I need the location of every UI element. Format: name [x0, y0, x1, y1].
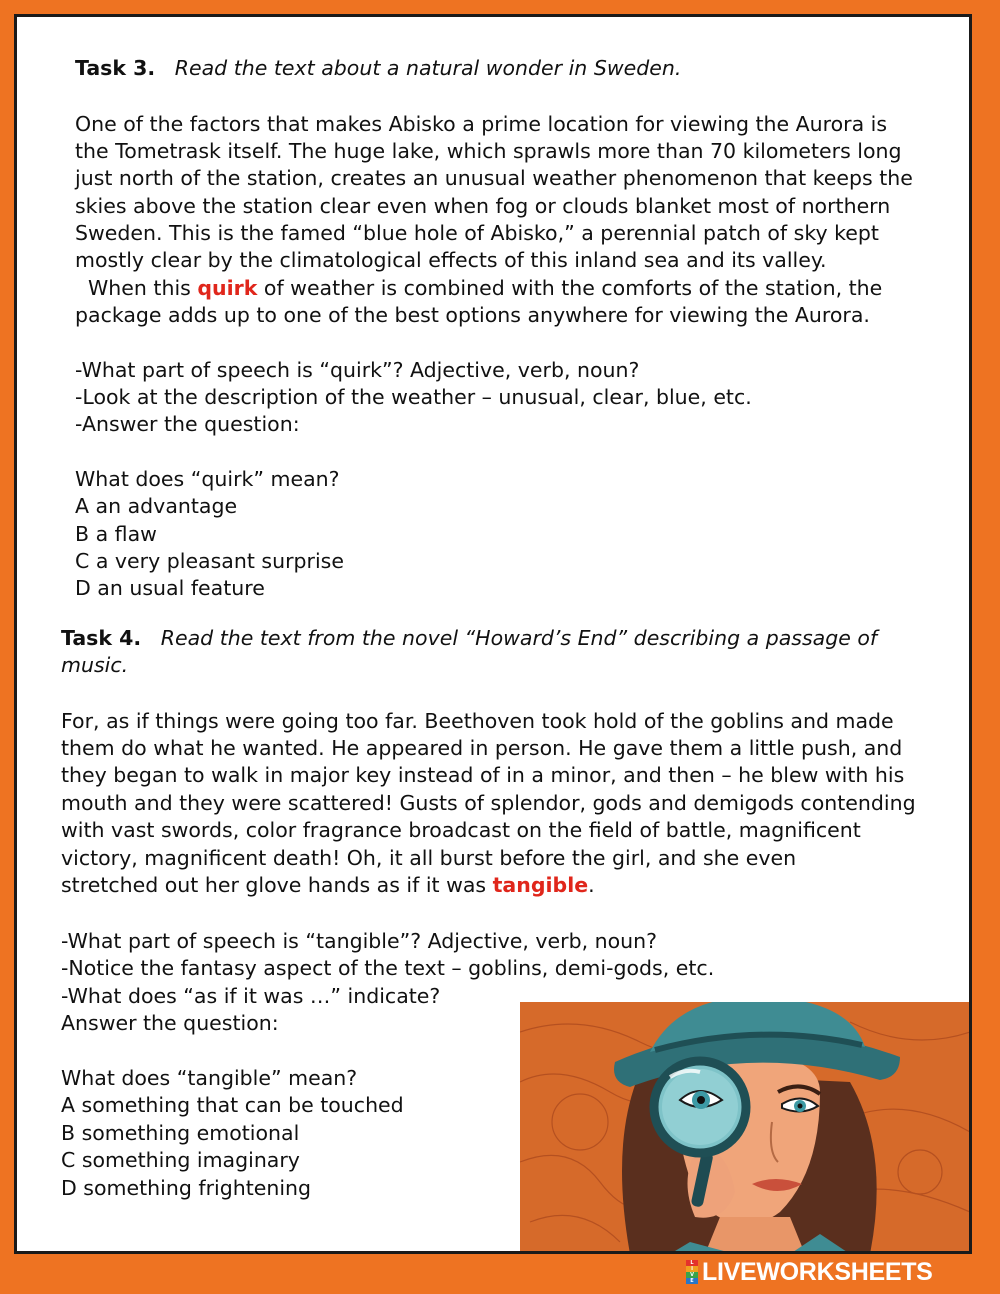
task3-passage-line: skies above the station clear even when fog or clouds blanket most of northern — [75, 194, 891, 218]
logo-letter: E — [686, 1278, 698, 1284]
task4-passage-line: For, as if things were going too far. Beethoven took hold of the goblins and made — [61, 709, 894, 733]
task3-passage-line: mostly clear by the climatological effects of this inland sea and its valley. — [75, 248, 827, 272]
task3-option-d[interactable]: D an usual feature — [75, 576, 265, 600]
logo-letter: I — [686, 1266, 698, 1272]
task3-question: What does “quirk” mean? — [75, 467, 340, 491]
logo-letter: L — [686, 1260, 698, 1266]
task3-passage-line: just north of the station, creates an unusual weather phenomenon that keeps the — [75, 166, 913, 190]
task4-question: What does “tangible” mean? — [61, 1066, 358, 1090]
logo-letter: V — [686, 1272, 698, 1278]
task4-passage-line: they began to walk in major key instead of in a minor, and then – he blew with his — [61, 763, 905, 787]
task3-heading — [75, 55, 681, 82]
task3-option-c[interactable]: C a very pleasant surprise — [75, 549, 344, 573]
task4-label: Task 4. — [61, 626, 142, 650]
worksheet-page — [14, 14, 972, 1254]
task3-passage-line: package adds up to one of the best options anywhere for viewing the Aurora. — [75, 303, 870, 327]
task3-passage-line: One of the factors that makes Abisko a prime location for viewing the Aurora is — [75, 112, 888, 136]
task3-text-fragment: of weather is combined with the comforts of the station, the — [257, 276, 883, 300]
task3-passage-line: the Tometrask itself. The huge lake, which sprawls more than 70 kilometers long — [75, 139, 902, 163]
task3-hint: -Answer the question: — [75, 412, 300, 436]
task4-option-d[interactable]: D something frightening — [61, 1176, 312, 1200]
task4-instruction-cont: music. — [61, 653, 129, 677]
task4-option-b[interactable]: B something emotional — [61, 1121, 300, 1145]
task4-passage-line: them do what he wanted. He appeared in person. He gave them a little push, and — [61, 736, 903, 760]
task4-hint: -What does “as if it was …” indicate? — [61, 984, 441, 1008]
task3-hint: -What part of speech is “quirk”? Adjective, verb, noun? — [75, 358, 640, 382]
detective-illustration — [520, 1002, 970, 1254]
keyword-tangible: tangible — [492, 873, 589, 897]
task4-text-fragment: stretched out her glove hands as if it was — [61, 873, 493, 897]
task3-label: Task 3. — [75, 56, 156, 80]
task4-text-fragment: . — [588, 873, 595, 897]
task3-instruction: Read the text about a natural wonder in Sweden. — [174, 56, 682, 80]
liveworksheets-wordmark: LIVEWORKSHEETS — [702, 1257, 933, 1286]
task4-heading — [61, 625, 877, 652]
task3-option-a[interactable]: A an advantage — [75, 494, 238, 518]
task4-passage-line: mouth and they were scattered! Gusts of splendor, gods and demigods contending — [61, 791, 916, 815]
task4-option-c[interactable]: C something imaginary — [61, 1148, 300, 1172]
task3-passage-line: Sweden. This is the famed “blue hole of Abisko,” a perennial patch of sky kept — [75, 221, 879, 245]
task4-passage-line: with vast swords, color fragrance broadcast on the field of battle, magnificent — [61, 818, 861, 842]
task3-passage-line — [75, 275, 882, 302]
liveworksheets-brand[interactable] — [686, 1258, 933, 1286]
task4-passage-line — [61, 872, 595, 899]
task4-instruction: Read the text from the novel “Howard’s End” describing a passage of — [160, 626, 878, 650]
task4-hint: Answer the question: — [61, 1011, 279, 1035]
keyword-quirk: quirk — [197, 276, 258, 300]
task4-passage-line: victory, magnificent death! Oh, it all burst before the girl, and she even — [61, 846, 797, 870]
task3-text-fragment: When this — [75, 276, 198, 300]
task4-hint: -What part of speech is “tangible”? Adjective, verb, noun? — [61, 929, 658, 953]
task3-option-b[interactable]: B a flaw — [75, 522, 157, 546]
task4-option-a[interactable]: A something that can be touched — [61, 1093, 404, 1117]
task3-hint: -Look at the description of the weather – unusual, clear, blue, etc. — [75, 385, 752, 409]
liveworksheets-logo-icon — [686, 1260, 698, 1284]
task4-hint: -Notice the fantasy aspect of the text – goblins, demi-gods, etc. — [61, 956, 715, 980]
